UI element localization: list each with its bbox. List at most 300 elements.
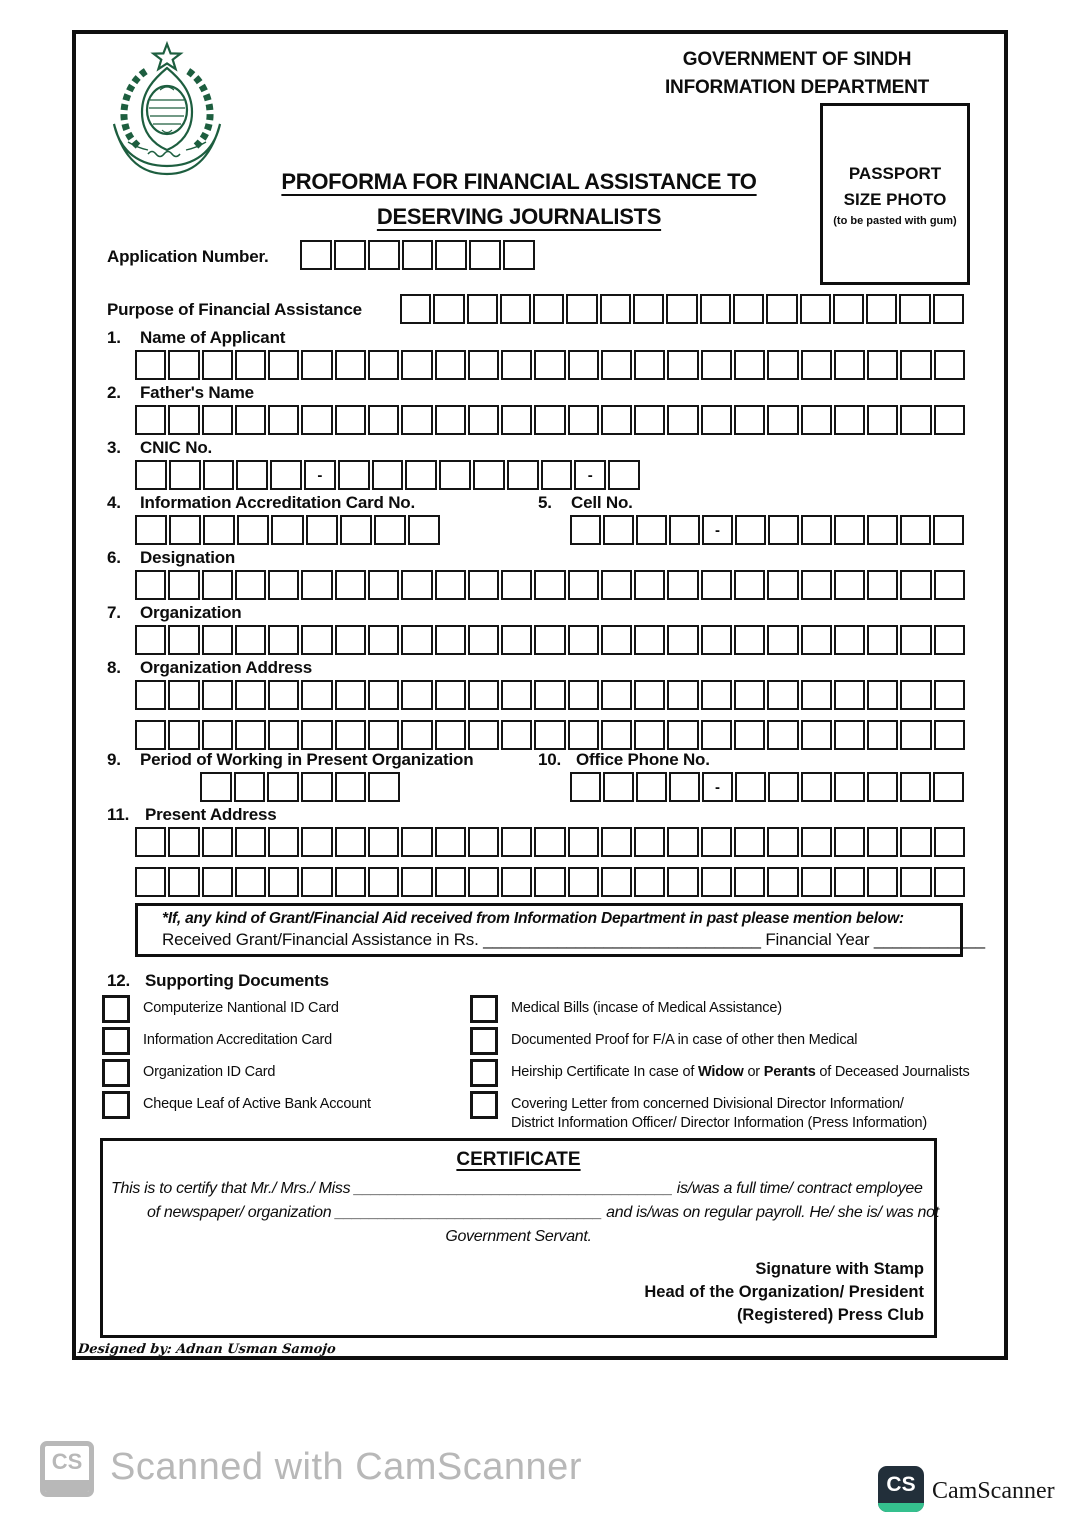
char-box[interactable] <box>900 350 931 380</box>
char-box[interactable] <box>636 515 667 545</box>
char-box[interactable] <box>335 772 367 802</box>
char-box[interactable] <box>801 680 832 710</box>
checkbox-heirship-certificate[interactable] <box>470 1059 498 1087</box>
char-box[interactable] <box>368 405 399 435</box>
char-box[interactable] <box>368 720 399 750</box>
char-box[interactable] <box>408 515 440 545</box>
sindh-government-crest-logo <box>98 38 236 180</box>
char-box[interactable] <box>734 570 765 600</box>
char-box[interactable] <box>135 350 166 380</box>
char-box[interactable] <box>235 680 266 710</box>
char-box[interactable] <box>368 350 399 380</box>
char-box[interactable] <box>666 294 697 324</box>
char-box[interactable] <box>768 772 799 802</box>
char-box[interactable] <box>934 720 965 750</box>
char-box[interactable] <box>169 515 201 545</box>
char-box[interactable] <box>834 405 865 435</box>
char-box[interactable] <box>541 460 573 490</box>
char-box[interactable] <box>834 515 865 545</box>
char-box[interactable] <box>933 515 964 545</box>
char-box[interactable] <box>468 720 499 750</box>
char-box[interactable] <box>568 625 599 655</box>
char-box[interactable] <box>801 570 832 600</box>
char-box[interactable] <box>900 625 931 655</box>
char-box[interactable] <box>235 350 266 380</box>
char-box[interactable] <box>834 625 865 655</box>
char-box[interactable] <box>534 405 565 435</box>
char-box[interactable] <box>634 405 665 435</box>
char-box[interactable] <box>435 867 466 897</box>
char-box[interactable] <box>168 405 199 435</box>
char-box[interactable] <box>372 460 404 490</box>
char-box[interactable] <box>335 625 366 655</box>
char-box[interactable] <box>608 460 640 490</box>
char-box[interactable] <box>501 350 532 380</box>
char-box[interactable] <box>368 772 400 802</box>
char-box[interactable] <box>533 294 564 324</box>
char-box[interactable] <box>701 405 732 435</box>
char-box[interactable] <box>866 294 897 324</box>
char-box[interactable] <box>168 720 199 750</box>
char-box[interactable] <box>268 720 299 750</box>
char-box[interactable] <box>203 460 235 490</box>
char-box[interactable] <box>934 827 965 857</box>
char-box[interactable] <box>867 570 898 600</box>
char-box[interactable] <box>301 625 332 655</box>
char-box[interactable] <box>669 772 700 802</box>
char-box[interactable] <box>400 294 431 324</box>
char-box[interactable] <box>900 680 931 710</box>
char-box[interactable] <box>568 827 599 857</box>
certificate-line1[interactable]: This is to certify that Mr./ Mrs./ Miss _____________________________________ is/was a full time/ contract employee <box>111 1180 923 1197</box>
char-box[interactable] <box>568 405 599 435</box>
checkbox-documented-proof[interactable] <box>470 1027 498 1055</box>
char-box[interactable] <box>735 515 766 545</box>
char-box[interactable] <box>301 867 332 897</box>
title-line2: DESERVING JOURNALISTS <box>376 204 662 229</box>
checkbox-cheque-leaf[interactable] <box>102 1091 130 1119</box>
doc-label: Documented Proof for F/A in case of other then Medical <box>511 1032 858 1048</box>
char-box[interactable] <box>501 570 532 600</box>
char-box[interactable] <box>734 827 765 857</box>
char-box[interactable] <box>168 827 199 857</box>
char-box[interactable] <box>667 405 698 435</box>
char-box[interactable] <box>667 350 698 380</box>
char-box[interactable] <box>534 827 565 857</box>
char-box[interactable] <box>435 570 466 600</box>
char-box[interactable] <box>601 827 632 857</box>
char-box[interactable]: - <box>304 460 336 490</box>
char-box[interactable] <box>500 294 531 324</box>
char-box[interactable] <box>135 680 166 710</box>
char-box[interactable] <box>501 720 532 750</box>
char-box[interactable] <box>234 772 266 802</box>
char-box[interactable] <box>636 772 667 802</box>
char-box[interactable] <box>634 827 665 857</box>
char-box[interactable] <box>700 294 731 324</box>
doc-label <box>511 1059 970 1082</box>
char-box[interactable] <box>368 680 399 710</box>
char-box[interactable] <box>235 570 266 600</box>
char-box[interactable] <box>301 827 332 857</box>
char-box[interactable] <box>267 772 299 802</box>
checkbox-accreditation-card[interactable] <box>102 1027 130 1055</box>
char-box[interactable] <box>335 405 366 435</box>
char-box[interactable] <box>701 625 732 655</box>
char-box[interactable] <box>374 515 406 545</box>
char-box[interactable] <box>435 240 467 270</box>
char-box[interactable] <box>507 460 539 490</box>
char-box[interactable] <box>570 515 601 545</box>
checkbox-national-id[interactable] <box>102 995 130 1023</box>
char-box[interactable] <box>235 625 266 655</box>
camscanner-watermark-icon <box>40 1441 94 1497</box>
char-box[interactable] <box>669 515 700 545</box>
char-box[interactable] <box>534 867 565 897</box>
char-box[interactable] <box>402 240 434 270</box>
char-box[interactable] <box>200 772 232 802</box>
char-box[interactable] <box>534 625 565 655</box>
char-box[interactable] <box>667 867 698 897</box>
char-box[interactable] <box>834 772 865 802</box>
char-box[interactable] <box>566 294 597 324</box>
char-box[interactable] <box>473 460 505 490</box>
char-box[interactable] <box>934 570 965 600</box>
certificate-line2[interactable]: of newspaper/ organization _______________________________ and is/was on regular payroll. He/ she is/ was not <box>147 1204 939 1221</box>
char-box[interactable] <box>734 680 765 710</box>
char-box[interactable] <box>301 680 332 710</box>
char-box[interactable] <box>468 570 499 600</box>
char-box[interactable] <box>467 294 498 324</box>
char-box[interactable] <box>135 460 167 490</box>
char-box[interactable] <box>900 772 931 802</box>
grant-note-line2[interactable]: Received Grant/Financial Assistance in Rs. ______________________________ Financial Year ____________ <box>162 930 985 949</box>
covering-letter-line1: Covering Letter from concerned Divisional Director Information/ <box>511 1096 904 1112</box>
char-box[interactable] <box>601 405 632 435</box>
char-box[interactable] <box>603 515 634 545</box>
char-box[interactable] <box>501 405 532 435</box>
char-box[interactable] <box>268 405 299 435</box>
char-box[interactable] <box>335 570 366 600</box>
char-box[interactable] <box>501 680 532 710</box>
char-box[interactable] <box>235 720 266 750</box>
char-box[interactable] <box>469 240 501 270</box>
checkbox-covering-letter[interactable] <box>470 1091 498 1119</box>
char-box[interactable] <box>767 350 798 380</box>
char-box[interactable] <box>934 867 965 897</box>
char-box[interactable] <box>570 772 601 802</box>
char-box[interactable] <box>335 350 366 380</box>
char-box[interactable]: - <box>574 460 606 490</box>
char-box[interactable] <box>335 720 366 750</box>
char-box[interactable] <box>900 570 931 600</box>
char-box[interactable] <box>900 720 931 750</box>
char-box[interactable] <box>833 294 864 324</box>
char-box[interactable] <box>601 350 632 380</box>
char-box[interactable] <box>933 772 964 802</box>
field-name-label <box>107 328 285 348</box>
char-box[interactable] <box>667 827 698 857</box>
char-box[interactable] <box>834 867 865 897</box>
char-box[interactable] <box>734 405 765 435</box>
char-box[interactable] <box>503 240 535 270</box>
char-box[interactable] <box>368 570 399 600</box>
char-box[interactable] <box>268 625 299 655</box>
char-box[interactable] <box>834 827 865 857</box>
char-box[interactable] <box>867 772 898 802</box>
char-box[interactable] <box>834 350 865 380</box>
char-box[interactable] <box>301 720 332 750</box>
char-box[interactable] <box>268 680 299 710</box>
char-box[interactable] <box>701 867 732 897</box>
char-box[interactable] <box>867 350 898 380</box>
char-box[interactable] <box>934 350 965 380</box>
char-box[interactable] <box>433 294 464 324</box>
char-box[interactable] <box>767 680 798 710</box>
char-box[interactable] <box>601 625 632 655</box>
char-box[interactable] <box>767 570 798 600</box>
char-box[interactable] <box>568 720 599 750</box>
char-box[interactable] <box>405 460 437 490</box>
char-box[interactable] <box>601 867 632 897</box>
char-box[interactable] <box>534 350 565 380</box>
char-box[interactable] <box>867 827 898 857</box>
char-box[interactable] <box>334 240 366 270</box>
office-phone-cells <box>570 772 964 802</box>
char-box[interactable] <box>271 515 303 545</box>
char-box[interactable] <box>401 350 432 380</box>
char-box[interactable] <box>300 240 332 270</box>
char-box[interactable] <box>501 827 532 857</box>
char-box[interactable] <box>435 720 466 750</box>
char-box[interactable] <box>701 827 732 857</box>
char-box[interactable] <box>867 405 898 435</box>
char-box[interactable] <box>601 720 632 750</box>
char-box[interactable] <box>867 720 898 750</box>
char-box[interactable] <box>766 294 797 324</box>
char-box[interactable] <box>235 405 266 435</box>
char-box[interactable] <box>268 350 299 380</box>
char-box[interactable] <box>235 867 266 897</box>
char-box[interactable] <box>268 827 299 857</box>
char-box[interactable] <box>135 867 166 897</box>
char-box[interactable] <box>667 570 698 600</box>
char-box[interactable] <box>202 570 233 600</box>
char-box[interactable] <box>435 827 466 857</box>
char-box[interactable] <box>135 625 166 655</box>
char-box[interactable] <box>168 625 199 655</box>
char-box[interactable] <box>468 827 499 857</box>
char-box[interactable] <box>501 625 532 655</box>
char-box[interactable] <box>435 405 466 435</box>
char-box[interactable] <box>634 350 665 380</box>
char-box[interactable] <box>401 680 432 710</box>
char-box[interactable] <box>834 720 865 750</box>
char-box[interactable] <box>800 294 831 324</box>
char-box[interactable] <box>135 827 166 857</box>
char-box[interactable] <box>301 570 332 600</box>
char-box[interactable] <box>734 350 765 380</box>
char-box[interactable] <box>701 570 732 600</box>
char-box[interactable] <box>767 867 798 897</box>
char-box[interactable] <box>801 625 832 655</box>
char-box[interactable] <box>135 720 166 750</box>
char-box[interactable] <box>634 680 665 710</box>
char-box[interactable] <box>306 515 338 545</box>
char-box[interactable] <box>801 772 832 802</box>
char-box[interactable] <box>468 867 499 897</box>
char-box[interactable] <box>634 625 665 655</box>
char-box[interactable] <box>867 625 898 655</box>
char-box[interactable] <box>368 625 399 655</box>
char-box[interactable] <box>568 570 599 600</box>
char-box[interactable] <box>801 350 832 380</box>
char-box[interactable] <box>468 350 499 380</box>
char-box[interactable] <box>834 680 865 710</box>
heirship-widow: Widow <box>698 1064 744 1080</box>
char-box[interactable] <box>501 867 532 897</box>
char-box[interactable]: - <box>702 772 733 802</box>
char-box[interactable] <box>202 867 233 897</box>
char-box[interactable] <box>368 240 400 270</box>
char-box[interactable] <box>168 680 199 710</box>
char-box[interactable] <box>667 625 698 655</box>
char-box[interactable] <box>401 720 432 750</box>
char-box[interactable] <box>236 460 268 490</box>
char-box[interactable] <box>701 680 732 710</box>
char-box[interactable] <box>202 350 233 380</box>
char-box[interactable] <box>767 827 798 857</box>
char-box[interactable] <box>168 350 199 380</box>
char-box[interactable] <box>667 680 698 710</box>
char-box[interactable] <box>202 827 233 857</box>
char-box[interactable] <box>900 827 931 857</box>
char-box[interactable] <box>235 827 266 857</box>
char-box[interactable]: - <box>702 515 733 545</box>
char-box[interactable] <box>169 460 201 490</box>
char-box[interactable] <box>335 827 366 857</box>
char-box[interactable] <box>767 720 798 750</box>
char-box[interactable] <box>801 720 832 750</box>
char-box[interactable] <box>735 772 766 802</box>
char-box[interactable] <box>667 720 698 750</box>
char-box[interactable] <box>534 570 565 600</box>
char-box[interactable] <box>468 680 499 710</box>
char-box[interactable] <box>468 625 499 655</box>
char-box[interactable] <box>401 827 432 857</box>
char-box[interactable] <box>801 515 832 545</box>
char-box[interactable] <box>900 405 931 435</box>
char-box[interactable] <box>867 515 898 545</box>
char-box[interactable] <box>135 405 166 435</box>
char-box[interactable] <box>634 720 665 750</box>
char-box[interactable] <box>734 720 765 750</box>
char-box[interactable] <box>435 350 466 380</box>
char-box[interactable] <box>168 570 199 600</box>
char-box[interactable] <box>435 680 466 710</box>
char-box[interactable] <box>468 405 499 435</box>
char-box[interactable] <box>834 570 865 600</box>
char-box[interactable] <box>401 570 432 600</box>
char-box[interactable] <box>634 867 665 897</box>
char-box[interactable] <box>734 867 765 897</box>
char-box[interactable] <box>568 350 599 380</box>
char-box[interactable] <box>268 867 299 897</box>
char-box[interactable] <box>340 515 372 545</box>
field-label-text: Information Accreditation Card No. <box>140 493 415 512</box>
char-box[interactable] <box>601 680 632 710</box>
char-box[interactable] <box>600 294 631 324</box>
field-number: 10. <box>538 750 562 769</box>
char-box[interactable] <box>633 294 664 324</box>
char-box[interactable] <box>767 405 798 435</box>
char-box[interactable] <box>933 294 964 324</box>
char-box[interactable] <box>767 625 798 655</box>
char-box[interactable] <box>601 570 632 600</box>
char-box[interactable] <box>701 350 732 380</box>
char-box[interactable] <box>335 680 366 710</box>
char-box[interactable] <box>768 515 799 545</box>
char-box[interactable] <box>338 460 370 490</box>
char-box[interactable] <box>368 867 399 897</box>
char-box[interactable] <box>934 405 965 435</box>
char-box[interactable] <box>401 867 432 897</box>
char-box[interactable] <box>270 460 302 490</box>
char-box[interactable] <box>168 867 199 897</box>
char-box[interactable] <box>135 515 167 545</box>
char-box[interactable] <box>867 680 898 710</box>
char-box[interactable] <box>899 294 930 324</box>
char-box[interactable] <box>268 570 299 600</box>
char-box[interactable] <box>603 772 634 802</box>
char-box[interactable] <box>203 515 235 545</box>
char-box[interactable] <box>237 515 269 545</box>
char-box[interactable] <box>534 720 565 750</box>
char-box[interactable] <box>568 680 599 710</box>
char-box[interactable] <box>135 570 166 600</box>
char-box[interactable] <box>439 460 471 490</box>
checkbox-medical-bills[interactable] <box>470 995 498 1023</box>
char-box[interactable] <box>368 827 399 857</box>
char-box[interactable] <box>301 772 333 802</box>
char-box[interactable] <box>734 625 765 655</box>
char-box[interactable] <box>335 867 366 897</box>
checkbox-organization-id[interactable] <box>102 1059 130 1087</box>
char-box[interactable] <box>801 827 832 857</box>
char-box[interactable] <box>202 405 233 435</box>
char-box[interactable] <box>568 867 599 897</box>
char-box[interactable] <box>401 625 432 655</box>
char-box[interactable] <box>435 625 466 655</box>
char-box[interactable] <box>934 625 965 655</box>
char-box[interactable] <box>801 867 832 897</box>
char-box[interactable] <box>202 625 233 655</box>
char-box[interactable] <box>401 405 432 435</box>
char-box[interactable] <box>534 680 565 710</box>
char-box[interactable] <box>867 867 898 897</box>
char-box[interactable] <box>801 405 832 435</box>
char-box[interactable] <box>900 515 931 545</box>
char-box[interactable] <box>301 405 332 435</box>
char-box[interactable] <box>900 867 931 897</box>
char-box[interactable] <box>202 720 233 750</box>
char-box[interactable] <box>934 680 965 710</box>
char-box[interactable] <box>634 570 665 600</box>
char-box[interactable] <box>202 680 233 710</box>
char-box[interactable] <box>301 350 332 380</box>
char-box[interactable] <box>701 720 732 750</box>
char-box[interactable] <box>733 294 764 324</box>
